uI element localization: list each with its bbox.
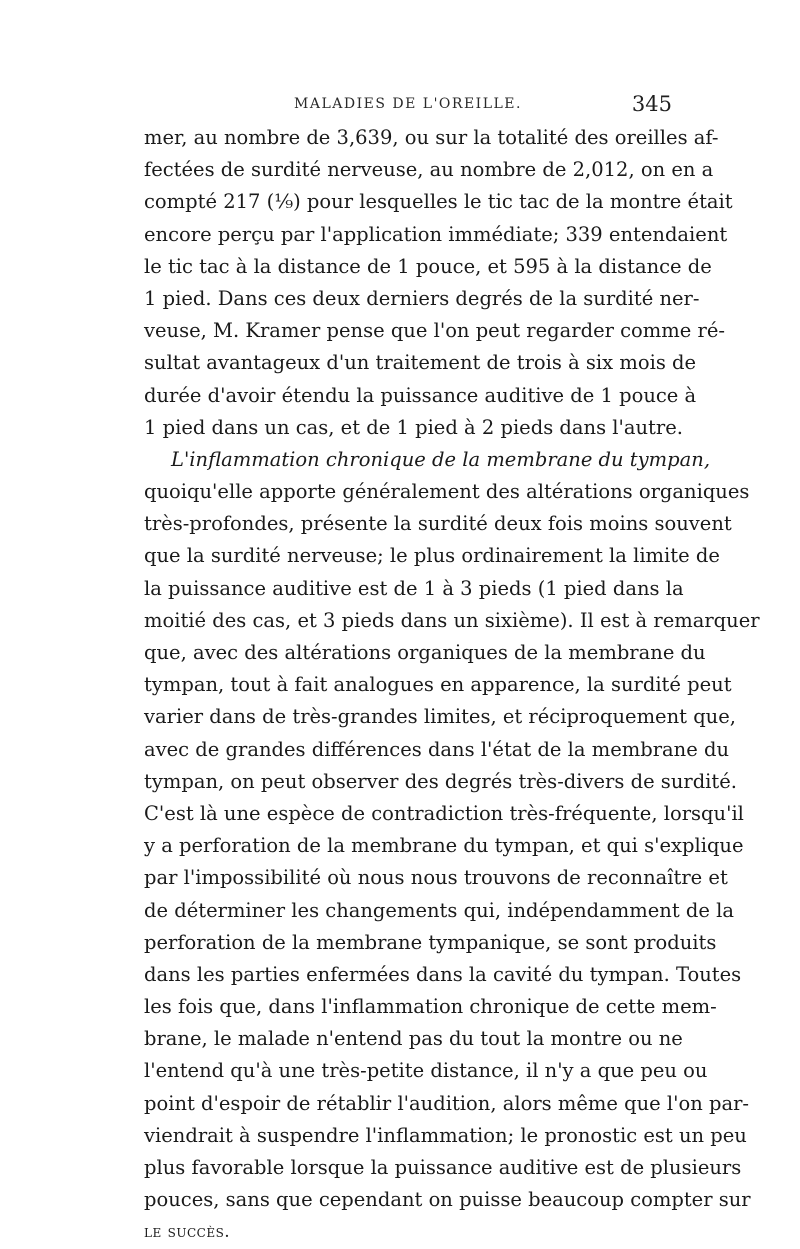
text-line: que la surdité nerveuse; le plus ordinairement la limite de [144,544,720,568]
page-number: 345 [631,92,672,116]
text-line: très-profondes, présente la surdité deux fois moins souvent [144,512,732,536]
text-line: le tic tac à la distance de 1 pouce, et 595 à la distance de [144,254,712,278]
text-line: varier dans de très-grandes limites, et réciproquement que, [144,705,736,729]
text-line: pouces, sans que cependant on puisse beaucoup compter sur [144,1188,751,1212]
text-line: encore perçu par l'application immédiate; 339 entendaient [144,222,728,246]
text-line: fectées de surdité nerveuse, au nombre de 2,012, on en a [144,158,714,182]
text-line: tympan, tout à fait analogues en apparence, la surdité peut [144,673,732,697]
text-line: tympan, on peut observer des degrés très-divers de surdité. [144,769,737,793]
text-line: avec de grandes différences dans l'état de la membrane du [144,737,730,761]
text-line: l'entend qu'à une très-petite distance, il n'y a que peu ou [144,1059,708,1083]
text-line: par l'impossibilité où nous nous trouvons de reconnaître et [144,866,728,890]
text-line: C'est là une espèce de contradiction très-fréquente, lorsqu'il [144,801,744,825]
running-header [144,92,672,120]
text-line: perforation de la membrane tympanique, se sont produits [144,930,717,954]
text-line: moitié des cas, et 3 pieds dans un sixième). Il est à remarquer [144,608,760,632]
text-line: 1 pied. Dans ces deux derniers degrés de la surdité ner- [144,286,700,310]
text-line: quoiqu'elle apporte généralement des altérations organiques [144,480,750,504]
text-line: de déterminer les changements qui, indépendamment de la [144,898,734,922]
text-line: dans les parties enfermées dans la cavité du tympan. Toutes [144,962,742,986]
text-line: viendrait à suspendre l'inflammation; le pronostic est un peu [144,1123,747,1147]
text-line: les fois que, dans l'inflammation chronique de cette mem- [144,995,717,1019]
italic-lead-line: L'inflammation chronique de la membrane du tympan, [171,447,711,471]
text-line: que, avec des altérations organiques de la membrane du [144,641,706,664]
text-line: sultat avantageux d'un traitement de trois à six mois de [144,351,697,375]
text-line: 1 pied dans un cas, et de 1 pied à 2 pieds dans l'autre. [144,415,683,439]
text-line-final: le succès. [144,1222,231,1243]
text-line: point d'espoir de rétablir l'audition, alors même que l'on par- [144,1091,749,1115]
text-line: brane, le malade n'entend pas du tout la montre ou ne [144,1027,683,1051]
running-title: MALADIES DE L'OREILLE. [294,96,522,112]
text-line: compté 217 (¹⁄₉) pour lesquelles le tic tac de la montre était [144,190,733,214]
text-line: plus favorable lorsque la puissance auditive est de plusieurs [144,1156,742,1179]
text-line: mer, au nombre de 3,639, ou sur la totalité des oreilles af- [144,126,719,149]
text-line: la puissance auditive est de 1 à 3 pieds (1 pied dans la [144,576,684,600]
body-text [144,122,760,1249]
text-line: durée d'avoir étendu la puissance auditive de 1 pouce à [144,383,697,407]
text-line: y a perforation de la membrane du tympan, et qui s'explique [144,834,744,858]
text-line: veuse, M. Kramer pense que l'on peut regarder comme ré- [144,319,725,343]
